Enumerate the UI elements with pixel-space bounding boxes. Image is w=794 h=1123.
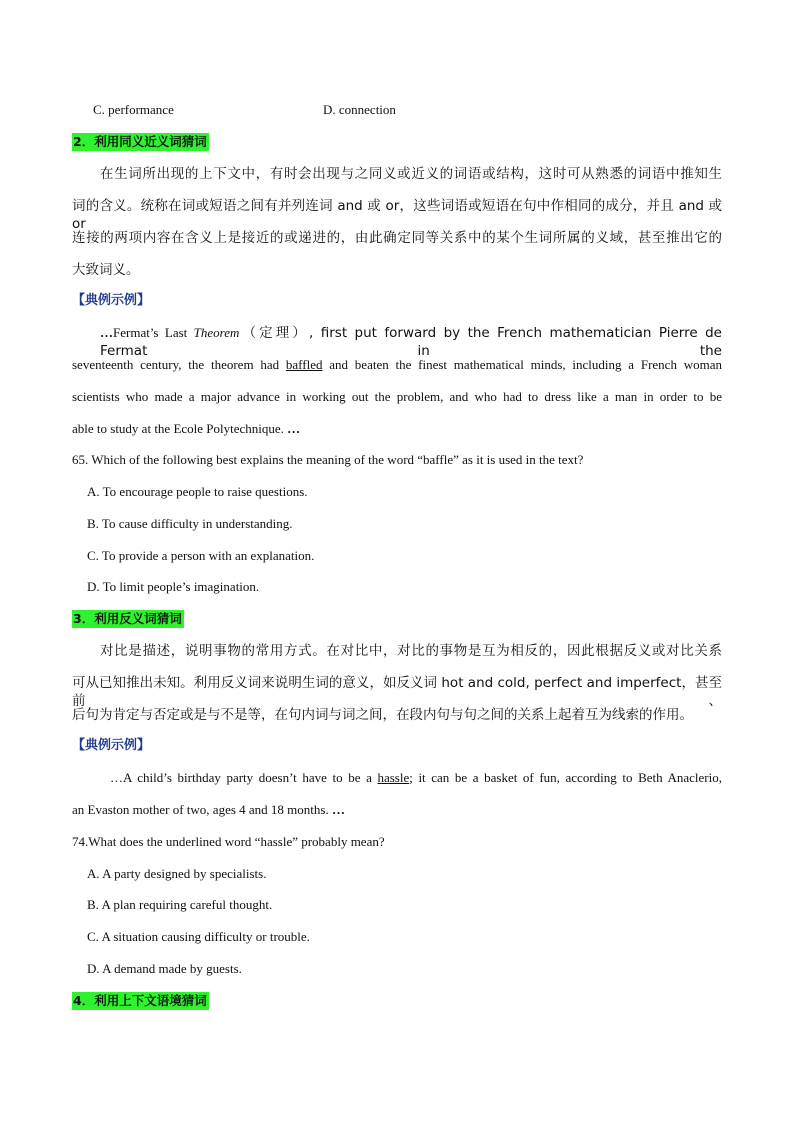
question-74: 74.What does the underlined word “hassle” probably mean? xyxy=(72,834,385,849)
passage-text: and beaten the finest mathematical minds, including a French woman xyxy=(322,357,722,372)
choice-d: D. To limit people’s imagination. xyxy=(87,579,260,594)
question-65: 65. Which of the following best explains the meaning of the word “baffle” as it is used in the text? xyxy=(72,452,584,467)
choice-a: A. A party designed by specialists. xyxy=(87,866,267,881)
passage-text: Fermat’s Last xyxy=(113,325,194,340)
choice-c: C. A situation causing difficulty or trouble. xyxy=(87,929,310,944)
passage2-line-1 xyxy=(100,324,722,360)
passage3-line-1 xyxy=(110,769,722,787)
section-heading-2: 2．利用同义近义词猜词 xyxy=(73,134,207,149)
passage-italic-word: Theorem xyxy=(193,325,240,340)
choice-b: B. To cause difficulty in understanding. xyxy=(87,516,293,531)
option-d: D. connection xyxy=(323,102,396,117)
section3-para-line-2: 可从已知推出未知。利用反义词来说明生词的意义，如反义词 hot and cold, perfect and imperfect，甚至前、 xyxy=(72,675,722,709)
section2-para-line-4: 大致词义。 xyxy=(72,262,140,278)
section3-para-line-1: 对比是描述，说明事物的常用方式。在对比中，对比的事物是互为相反的，因此根据反义或对比关系 xyxy=(100,643,722,659)
option-c: C. performance xyxy=(93,102,174,117)
passage2-line-3: scientists who made a major advance in working out the problem, and who had to dress like a man in order to be xyxy=(72,389,722,404)
passage2-line-2 xyxy=(72,356,722,374)
choice-d: D. A demand made by guests. xyxy=(87,961,242,976)
section2-para-line-2: 词的含义。统称在词或短语之间有并列连词 and 或 or，这些词语或短语在句中作相同的成分，并且 and 或 or xyxy=(72,198,722,232)
section-heading-3: 3．利用反义词猜词 xyxy=(73,611,182,626)
passage-text: an Evaston mother of two, ages 4 and 18 months. xyxy=(72,802,332,817)
passage-text: seventeenth century, the theorem had xyxy=(72,357,286,372)
choice-b: B. A plan requiring careful thought. xyxy=(87,897,273,912)
passage2-line-4 xyxy=(72,420,722,438)
example-tag-3: 【典例示例】 xyxy=(72,738,151,753)
passage-text: …A child’s birthday party doesn’t have to be a xyxy=(110,770,378,785)
example-tag-2: 【典例示例】 xyxy=(72,293,151,308)
passage3-line-2 xyxy=(72,801,722,819)
ellipsis: … xyxy=(100,325,113,340)
section3-para-line-3: 后句为肯定与否定或是与不是等，在句内词与词之间，在段内句与句之间的关系上起着互为线索的作用。 xyxy=(72,707,693,723)
ellipsis: … xyxy=(287,421,301,436)
section2-para-line-3: 连接的两项内容在含义上是接近的或递进的，由此确定同等关系中的某个生词所属的义域，甚至推出它的 xyxy=(72,230,722,246)
section-heading-4: 4．利用上下文语境猜词 xyxy=(73,993,207,1008)
passage-text: （定理）, first put forward by the French mathematician Pierre de Fermat in the xyxy=(100,325,722,359)
underlined-word-hassle: hassle xyxy=(377,770,410,785)
choice-c: C. To provide a person with an explanation. xyxy=(87,548,315,563)
passage-text: able to study at the Ecole Polytechnique. xyxy=(72,421,288,436)
section2-para-line-1: 在生词所出现的上下文中，有时会出现与之同义或近义的词语或结构，这时可从熟悉的词语中推知生 xyxy=(100,166,722,182)
ellipsis: … xyxy=(331,802,345,817)
underlined-word-baffled: baffled xyxy=(285,357,323,372)
choice-a: A. To encourage people to raise questions. xyxy=(87,484,308,499)
passage-text: ; it can be a basket of fun, according to Beth Anaclerio, xyxy=(409,770,722,785)
